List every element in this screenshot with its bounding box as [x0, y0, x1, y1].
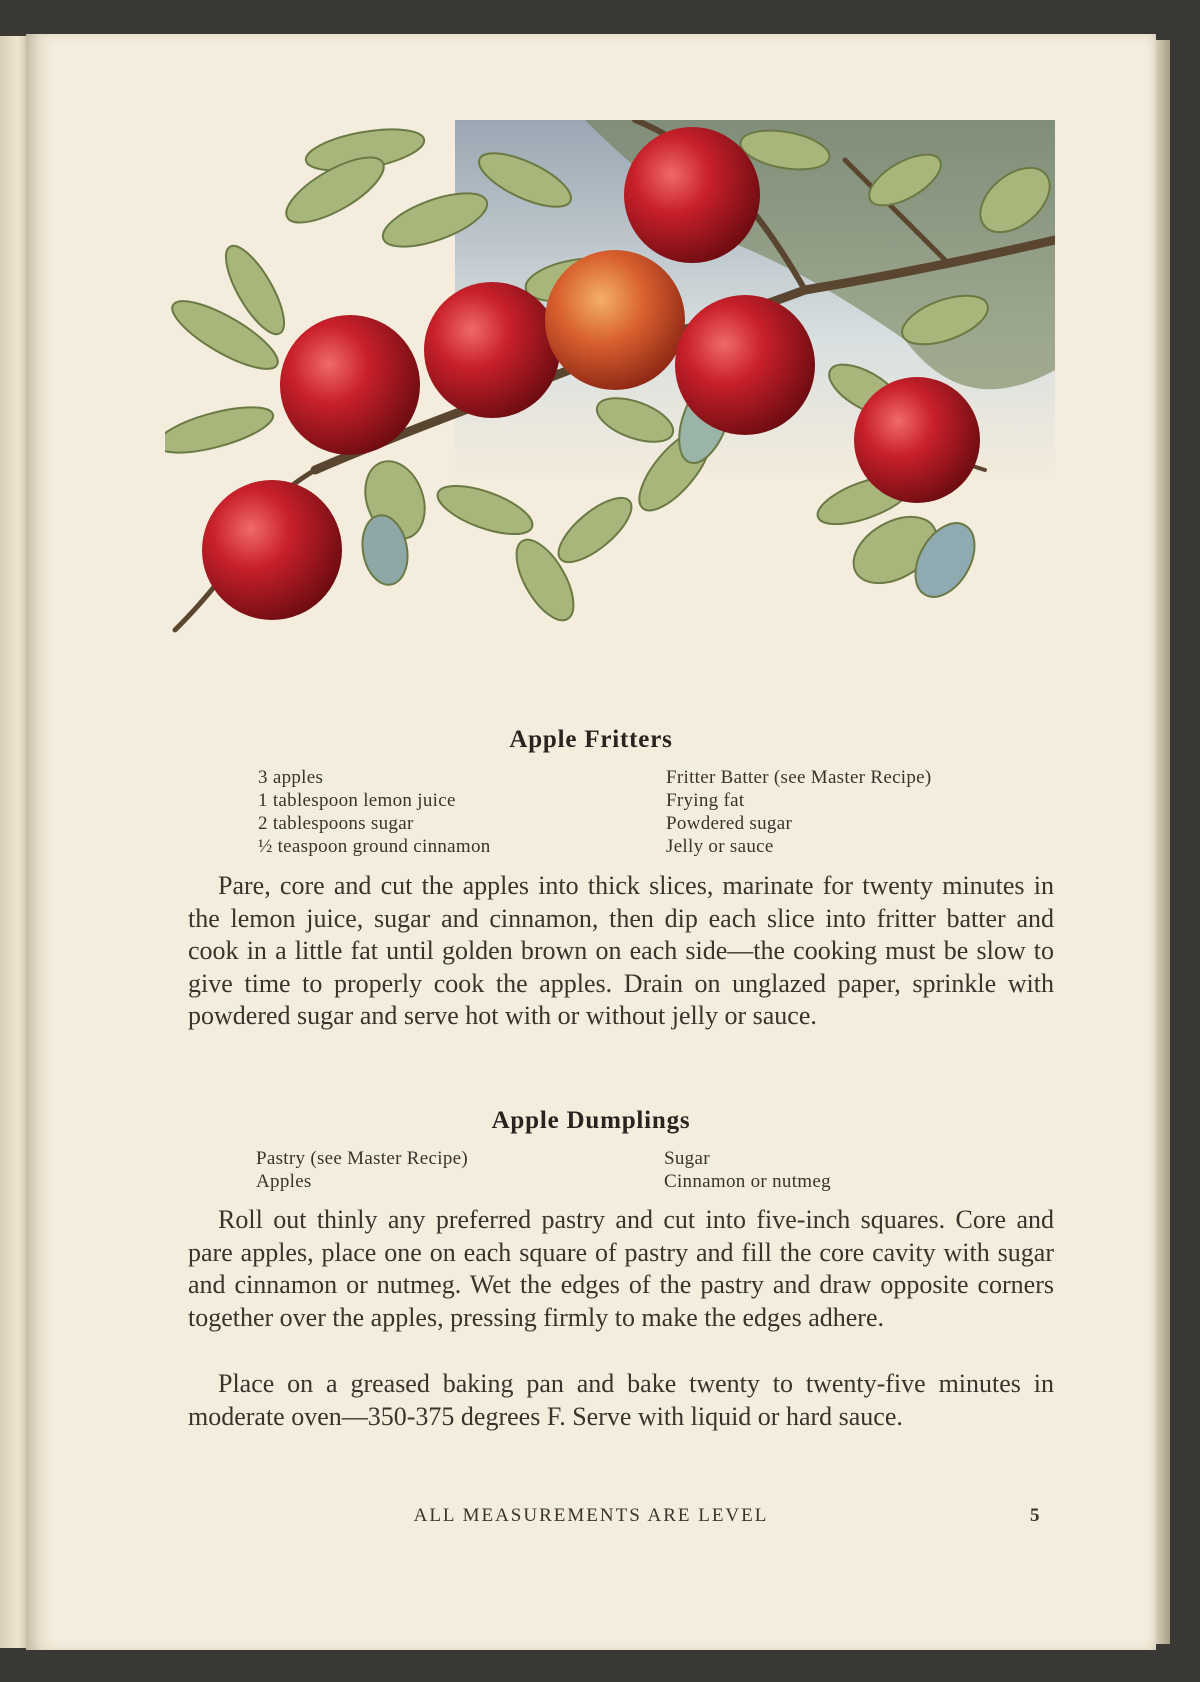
ingredient: 3 apples — [258, 767, 324, 788]
dumplings-method-1: Roll out thinly any preferred pastry and cut into five-inch squares. Core and pare apples, place one on each square of pastry and fill the core cavity with sugar and cinnamon or nutmeg. Wet the edges of the pastry and draw opposite corners together over the apples, pressing firmly to make the edges adhere. — [188, 1205, 1054, 1332]
ingredient: Cinnamon or nutmeg — [664, 1171, 831, 1192]
apple-5 — [675, 295, 815, 435]
page-number: 5 — [1030, 1505, 1040, 1526]
apple-6 — [854, 377, 980, 503]
ingredient: 1 tablespoon lemon juice — [258, 790, 456, 811]
fritters-ingredients-left — [258, 766, 491, 858]
fritters-title: Apple Fritters — [509, 726, 673, 753]
dumplings-method-2: Place on a greased baking pan and bake twenty to twenty-five minutes in moderate oven—350-375 degrees F. Serve with liquid or hard sauce. — [188, 1369, 1054, 1431]
apple-7 — [202, 480, 342, 620]
ingredient: Pastry (see Master Recipe) — [256, 1148, 468, 1169]
ingredient: Fritter Batter (see Master Recipe) — [666, 767, 932, 788]
dumplings-title: Apple Dumplings — [491, 1107, 691, 1134]
ingredient: 2 tablespoons sugar — [258, 813, 414, 834]
fritters-ingredients-right — [666, 766, 932, 858]
apple-branch-illustration — [165, 120, 1055, 680]
ingredient: Frying fat — [666, 790, 745, 811]
apple-1 — [624, 127, 760, 263]
ingredient: Powdered sugar — [666, 813, 793, 834]
ingredient: ½ teaspoon ground cinnamon — [258, 836, 491, 857]
apple-3 — [424, 282, 560, 418]
ingredient: Jelly or sauce — [666, 836, 774, 857]
right-page-edge — [1156, 40, 1170, 1644]
apple-4 — [545, 250, 685, 390]
ingredient: Apples — [256, 1171, 312, 1192]
dumplings-ingredients-right — [664, 1147, 831, 1193]
dumplings-ingredients-left — [256, 1147, 468, 1193]
ingredient: Sugar — [664, 1148, 710, 1169]
apple-2 — [280, 315, 420, 455]
footer-note: ALL MEASUREMENTS ARE LEVEL — [413, 1505, 769, 1526]
fritters-method: Pare, core and cut the apples into thick slices, marinate for twenty minutes in the lemon juice, sugar and cinnamon, then dip each slice into fritter batter and cook in a little fat until golden brown on each side—the cooking must be slow to give time to properly cook the apples. Drain on unglazed paper, sprinkle with powdered sugar and serve hot with or without jelly or sauce. — [188, 871, 1054, 1031]
